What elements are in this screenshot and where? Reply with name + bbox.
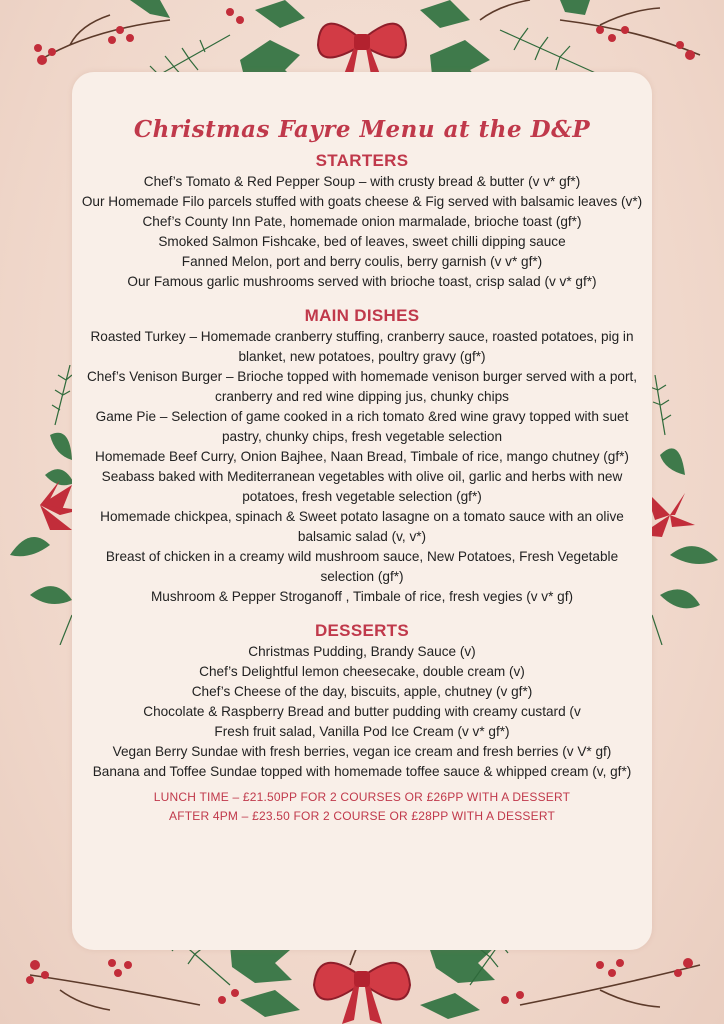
menu-item: Homemade chickpea, spinach & Sweet potato lasagne on a tomato sauce with an olive balsamic salad (v, v*)	[100, 509, 624, 544]
section-heading-desserts: DESSERTS	[314, 621, 410, 640]
desserts-list	[72, 642, 652, 782]
menu-item: Chef’s Delightful lemon cheesecake, double cream (v)	[199, 664, 525, 679]
menu-item: Mushroom & Pepper Stroganoff , Timbale of rice, fresh vegies (v v* gf)	[150, 589, 574, 604]
evening-price-text: AFTER 4PM – £23.50 FOR 2 COURSE OR £28PP WITH A DESSERT	[168, 809, 555, 823]
menu-title: Christmas Fayre Menu at the D&P	[133, 116, 591, 143]
red-bow-icon	[314, 963, 410, 1024]
menu-item: Our Homemade Filo parcels stuffed with goats cheese & Fig served with balsamic leaves (v*)	[81, 194, 643, 209]
menu-item: Vegan Berry Sundae with fresh berries, vegan ice cream and fresh berries (v V* gf)	[112, 744, 612, 759]
menu-item: Fanned Melon, port and berry coulis, berry garnish (v v* gf*)	[181, 254, 543, 269]
menu-item: Chef’s Tomato & Red Pepper Soup – with crusty bread & butter (v v* gf*)	[143, 174, 581, 189]
lunch-price-text: LUNCH TIME – £21.50PP FOR 2 COURSES OR £26PP WITH A DESSERT	[153, 790, 571, 804]
menu-item: Chef’s County Inn Pate, homemade onion marmalade, brioche toast (gf*)	[142, 214, 582, 229]
section-heading-main-dishes: MAIN DISHES	[304, 306, 420, 325]
menu-item: Breast of chicken in a creamy wild mushroom sauce, New Potatoes, Fresh Vegetable selection (gf*)	[105, 549, 619, 584]
menu-item: Chef’s Venison Burger – Brioche topped with homemade venison burger served with a port, cranberry and red wine dipping jus, chunky chips	[86, 369, 638, 404]
menu-item: Seabass baked with Mediterranean vegetables with olive oil, garlic and herbs with new potatoes, fresh vegetable selection (gf*)	[101, 469, 623, 504]
menu-item: Chef’s Cheese of the day, biscuits, apple, chutney (v gf*)	[191, 684, 533, 699]
starters-list	[72, 172, 652, 292]
menu-item: Banana and Toffee Sundae topped with homemade toffee sauce & whipped cream (v, gf*)	[92, 764, 632, 779]
pricing-info	[72, 788, 652, 826]
menu-item: Smoked Salmon Fishcake, bed of leaves, sweet chilli dipping sauce	[158, 234, 566, 249]
menu-item: Chocolate & Raspberry Bread and butter pudding with creamy custard (v	[143, 704, 581, 719]
menu-item: Game Pie – Selection of game cooked in a rich tomato &red wine gravy topped with suet pastry, chunky chips, fresh vegetable selection	[95, 409, 629, 444]
menu-item: Roasted Turkey – Homemade cranberry stuffing, cranberry sauce, roasted potatoes, pig in blanket, new potatoes, poultry gravy (gf*)	[90, 329, 634, 364]
section-heading-starters: STARTERS	[315, 151, 409, 170]
right-poinsettia-decoration	[640, 375, 724, 645]
menu-item: Christmas Pudding, Brandy Sauce (v)	[248, 644, 476, 659]
left-poinsettia-decoration	[0, 365, 80, 645]
menu-item: Fresh fruit salad, Vanilla Pod Ice Cream (v v* gf*)	[214, 724, 510, 739]
menu-item: Homemade Beef Curry, Onion Bajhee, Naan Bread, Timbale of rice, mango chutney (gf*)	[95, 449, 629, 464]
main-dishes-list	[72, 327, 652, 607]
menu-item: Our Famous garlic mushrooms served with brioche toast, crisp salad (v v* gf*)	[127, 274, 597, 289]
menu-content	[72, 112, 652, 826]
